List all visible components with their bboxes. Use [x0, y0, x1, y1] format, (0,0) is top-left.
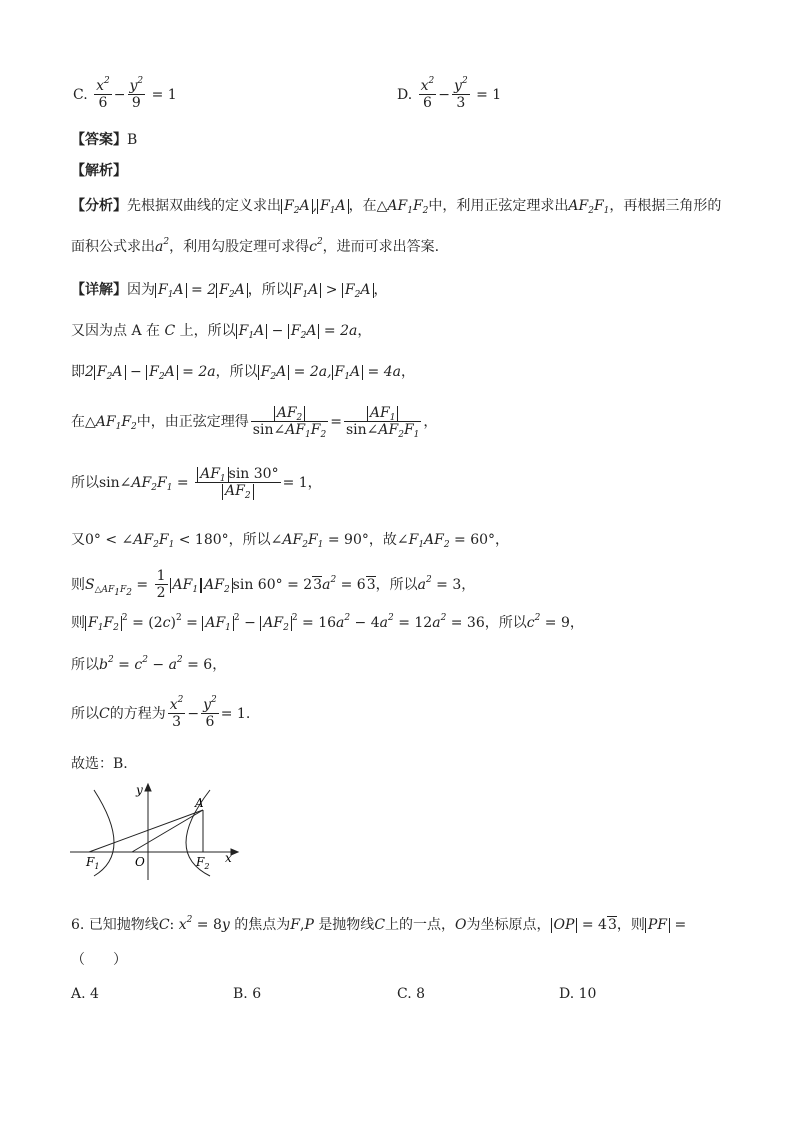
- label-x: x: [225, 851, 232, 865]
- detail-line8: 则 $F_1F_2^2 = (2c)^2 = AF_1^2 - AF_2^2 = 16a^2 - 4a^2 = 12a^2 = 36$，所以$c^2 = 9$，: [71, 613, 584, 633]
- label-f2: $F_2$: [196, 855, 210, 871]
- label-y: y: [136, 783, 143, 797]
- answer-line: [71, 133, 137, 147]
- q6-option-d[interactable]: D. 10: [559, 986, 597, 1002]
- option-d[interactable]: D. $\frac{x^2}{6}$ − $\frac{y^2}{3}$ = 1: [397, 76, 502, 112]
- fenxi-line1: 【分析】先根据双曲线的定义求出 $F_2A$ , $F_1A$ ，在$\triangle AF_1F_2$中，利用正弦定理求出$AF_2F_1$，再根据三角形的: [71, 198, 722, 216]
- option-d-label: D.: [397, 86, 413, 103]
- detail-line2: 又因为点 A 在 C 上，所以 $F_1A - F_2A = 2a$，: [71, 323, 372, 341]
- q6-stem: 6. 已知抛物线C: $x^2 = 8y$ 的焦点为F,P 是抛物线C上的一点，O为坐标原点， OP = 43，则 PF =: [71, 915, 687, 933]
- conclusion: 故选：B.: [71, 756, 128, 772]
- label-f1: $F_1$: [86, 855, 100, 871]
- option-c-frac2: $\frac{y^2}{9}$: [129, 76, 144, 112]
- detail-line1: 【详解】因为 $F_1A = 2$ $F_2A$ ，所以 $F_1A > F_2A$ ，: [71, 282, 388, 300]
- option-c-frac1: $\frac{x^2}{6}$: [96, 76, 110, 112]
- detail-label: 【详解】: [71, 282, 127, 298]
- option-d-frac2: $\frac{y^2}{3}$: [454, 76, 468, 112]
- segment-o-a: [132, 810, 203, 852]
- label-a: A: [195, 796, 204, 810]
- fenxi-line2: 面积公式求出$a^2$，利用勾股定理可求得$c^2$，进而可求出答案.: [71, 237, 440, 255]
- detail-line10: 所以C的方程为 $\frac{x^2}{3}$ − $\frac{y^2}{6}$ = 1.: [71, 695, 251, 731]
- option-d-frac1: $\frac{x^2}{6}$: [420, 76, 435, 112]
- detail-line3: 即2 $F_2A - F_2A = 2a$，所以 $F_2A = 2a$, $F_1A = 4a$，: [71, 364, 415, 382]
- option-d-eq: = 1: [476, 86, 502, 103]
- option-c-eq: = 1: [151, 86, 177, 103]
- q6-option-b[interactable]: B. 6: [233, 986, 262, 1002]
- detail-line7: 则$S_{\triangle AF_1F_2}$ = $\frac{1}{2}$ $AF_1$ $AF_2$ $\sin 60^\circ = 23a^2 = 63$，所以$a^2 = 3$，: [71, 568, 476, 602]
- fenxi-label: 【分析】: [71, 198, 127, 214]
- q6-number: 6.: [71, 917, 85, 933]
- detail-line4: 在$\triangle AF_1F_2$中，由正弦定理得 $\frac{AF_2}{\sin\angle AF_1F_2}$ = $\frac{AF_1}{\sin\angle AF_2F_1}$ ，: [71, 405, 438, 441]
- answer-label: 【答案】: [71, 132, 127, 148]
- label-o: O: [135, 855, 145, 869]
- q6-option-a[interactable]: A. 4: [71, 986, 99, 1002]
- analysis-heading: 【解析】: [71, 163, 127, 179]
- q6-option-c[interactable]: C. 8: [397, 986, 426, 1002]
- y-axis-arrow: [145, 784, 151, 791]
- detail-line5: 所以$\sin\angle AF_2F_1$ = $\frac{AF_1 \sin 30^\circ}{AF_2}$ = 1，: [71, 466, 322, 502]
- answer-value: B: [127, 132, 138, 148]
- x-axis-arrow: [231, 849, 238, 855]
- option-c-label: C.: [73, 86, 88, 103]
- option-c[interactable]: C. $\frac{x^2}{6}$ − $\frac{y^2}{9}$ = 1: [73, 76, 177, 112]
- detail-line9: 所以$b^2 = c^2 - a^2 = 6$，: [71, 655, 227, 673]
- hyperbola-figure: [70, 780, 250, 880]
- q6-paren: （ ）: [71, 952, 127, 968]
- detail-line6: 又$0^\circ < \angle AF_2F_1 < 180^\circ$，所以$\angle AF_2F_1 = 90^\circ$，故$\angle F_1AF_2 = 60^\circ$，: [71, 532, 510, 550]
